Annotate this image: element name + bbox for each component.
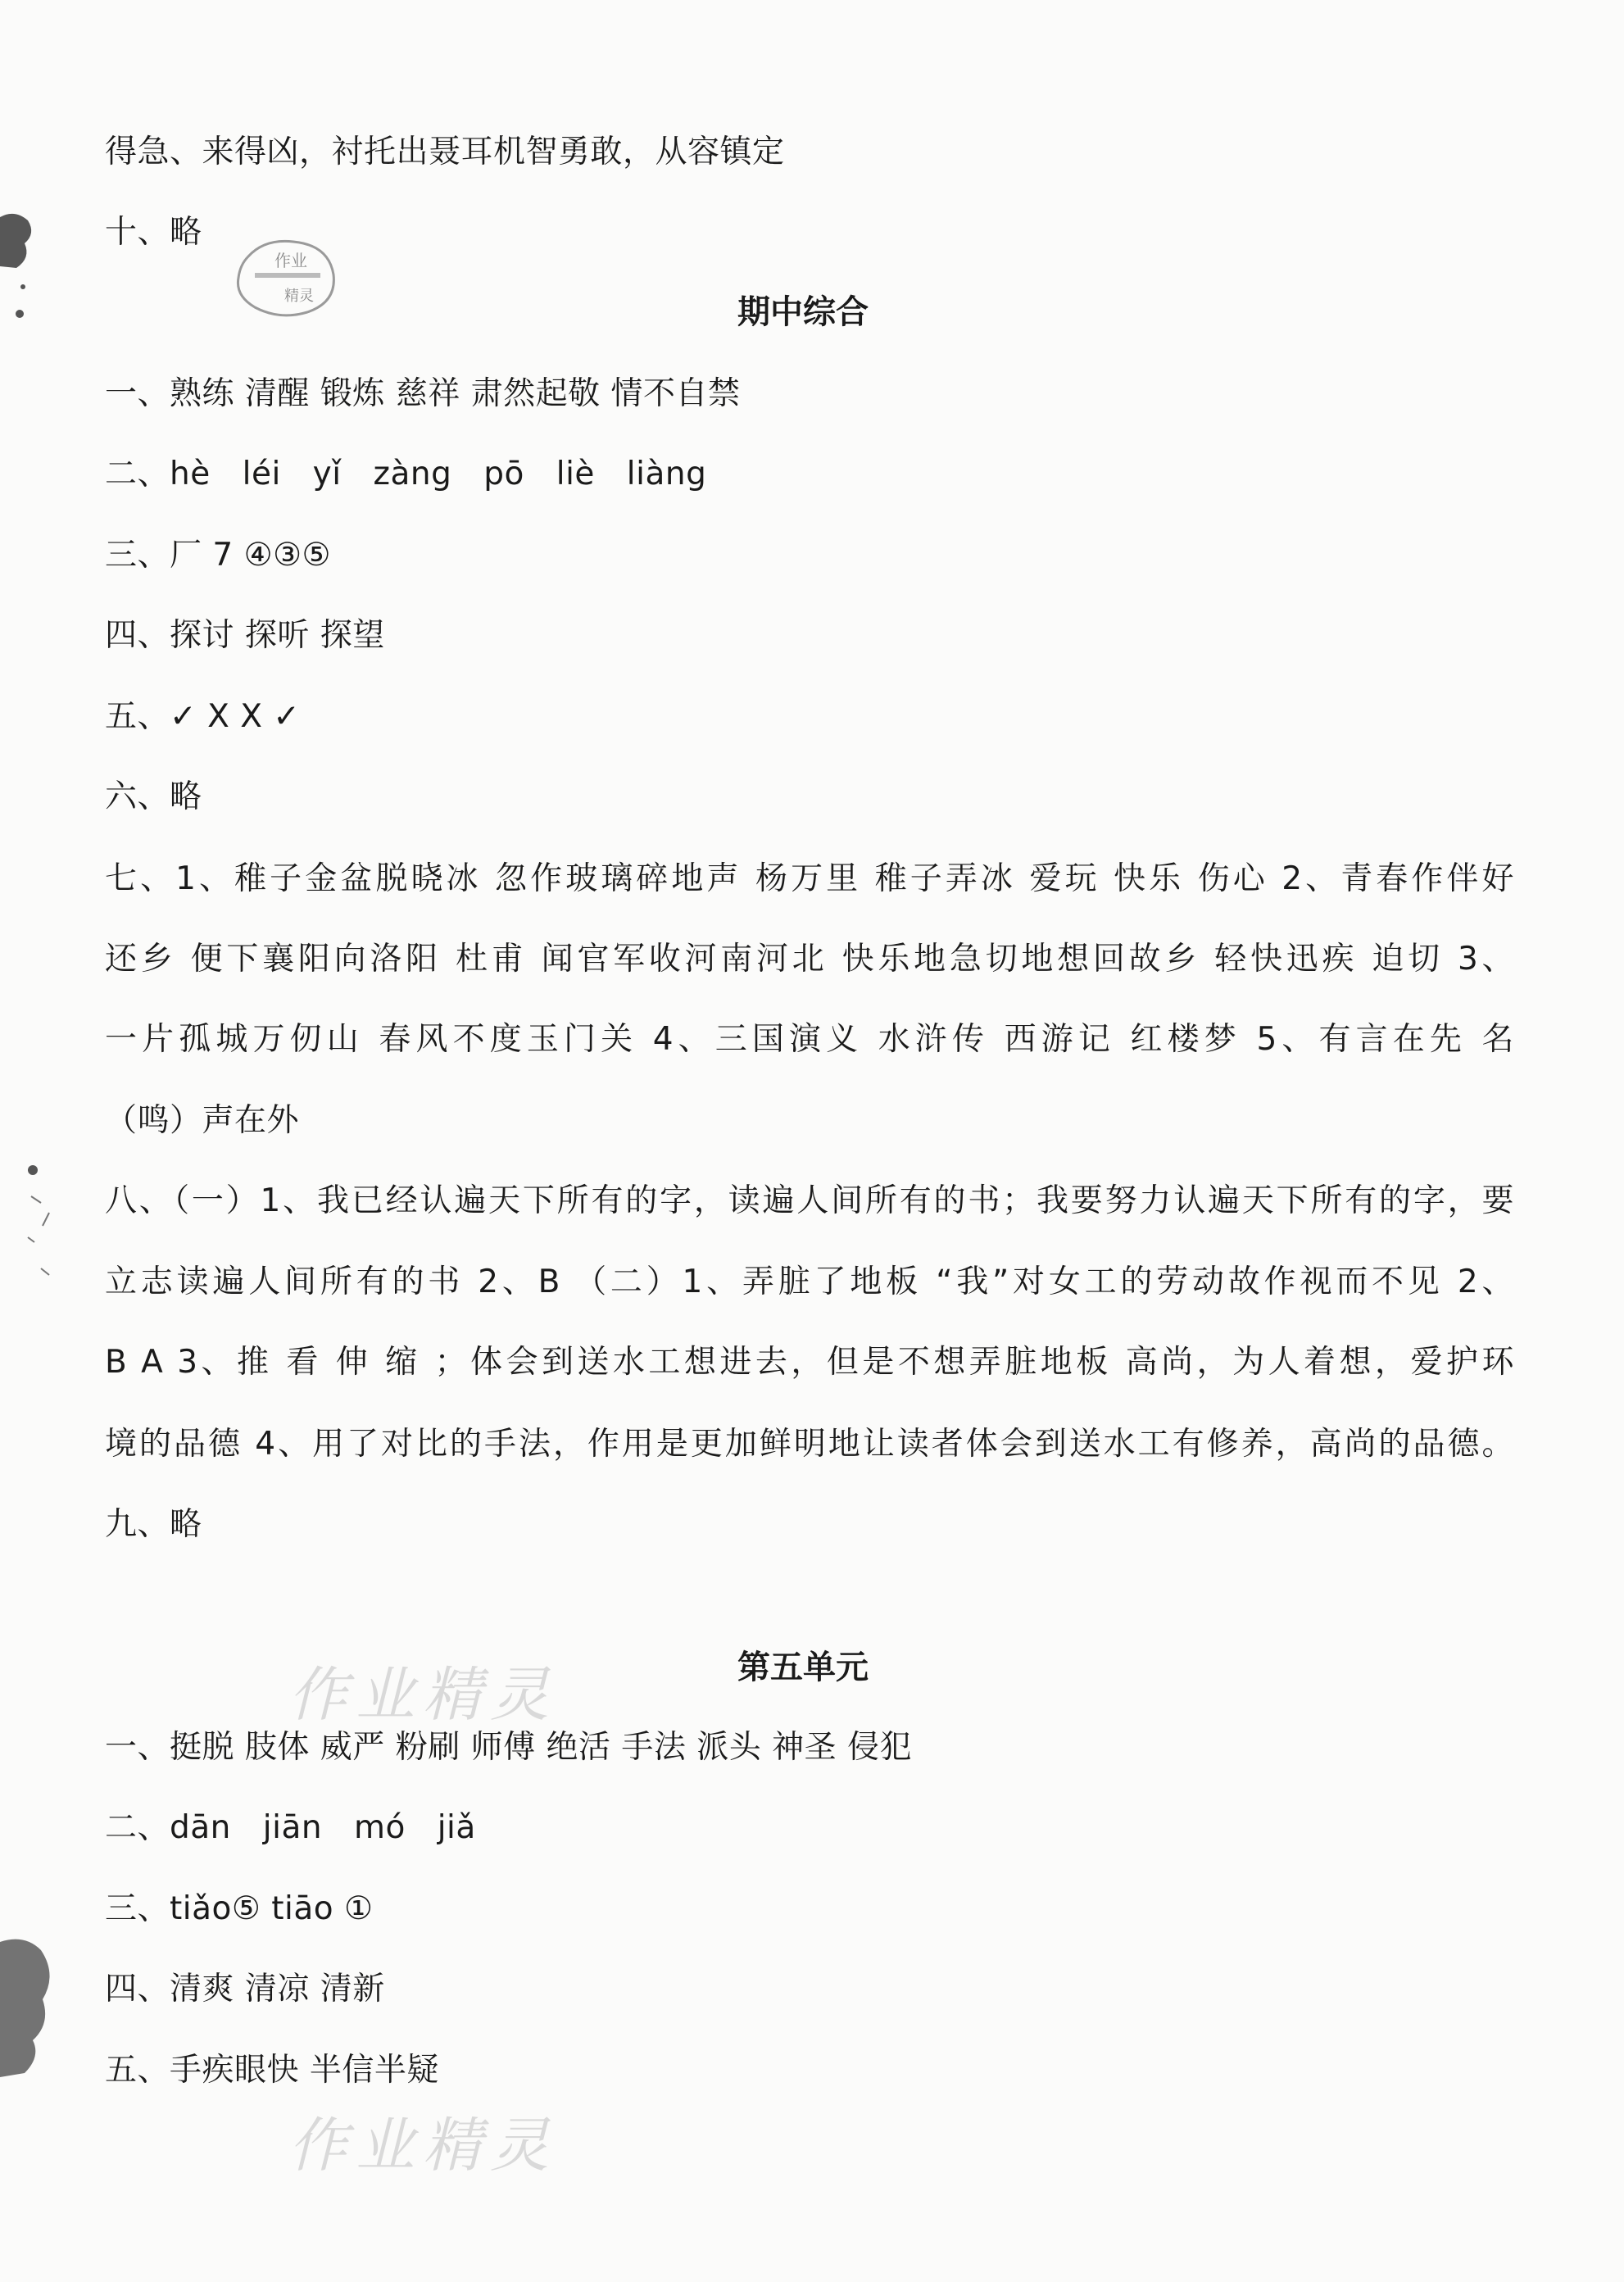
answer-line: 四、清爽 清凉 清新 — [105, 1971, 385, 2008]
stamp-title: 作业 — [274, 251, 307, 270]
answer-line: 五、✓ X X ✓ — [105, 698, 301, 735]
answer-line: 一片孤城万仞山 春风不度玉门关 4、三国演义 水浒传 西游记 红楼梦 5、有言在先 名 — [105, 1021, 1514, 1058]
answer-line: 四、探讨 探听 探望 — [105, 617, 385, 654]
answer-line: 一、挺脱 肢体 威严 粉刷 师傅 绝活 手法 派头 神圣 侵犯 — [105, 1729, 913, 1766]
answer-line: 立志读遍人间所有的书 2、B （二）1、弄脏了地板 “我”对女工的劳动故作视而不见 2、 — [105, 1263, 1514, 1300]
scan-edge-mark-1 — [0, 209, 39, 324]
answer-line: 三、厂 7 ④③⑤ — [105, 537, 331, 574]
stamp-caption: 精灵 — [284, 288, 314, 305]
section-title-unit5: 第五单元 — [737, 1649, 869, 1686]
answer-line: 九、略 — [105, 1506, 202, 1543]
answer-line: 七、1、稚子金盆脱晓冰 忽作玻璃碎地声 杨万里 稚子弄冰 爱玩 快乐 伤心 2、青春作伴好 — [105, 860, 1514, 897]
answer-line: 八、（一）1、我已经认遍天下所有的字，读遍人间所有的书；我要努力认遍天下所有的字，要 — [105, 1182, 1514, 1219]
answer-line: 得急、来得凶，衬托出聂耳机智勇敢，从容镇定 — [105, 134, 785, 170]
answer-line: （鸣）声在外 — [105, 1102, 300, 1139]
scan-edge-mark-3 — [0, 1917, 66, 2081]
answer-line: 六、略 — [105, 778, 202, 815]
section-title-midterm: 期中综合 — [737, 293, 869, 331]
scan-edge-mark-2 — [16, 1164, 66, 1278]
watermark-2: 作业精灵 — [288, 2111, 558, 2180]
answer-line: 五、手疾眼快 半信半疑 — [105, 2052, 439, 2089]
answer-line: 二、dān jiān mó jiǎ — [105, 1809, 476, 1846]
answer-line: 三、tiǎo⑤ tiāo ① — [105, 1890, 374, 1927]
answer-line: B A 3、推 看 伸 缩 ；体会到送水工想进去，但是不想弄脏地板 高尚，为人着想，爱护环 — [105, 1344, 1514, 1381]
answer-line: 二、hè léi yǐ zàng pō liè liàng — [105, 456, 707, 492]
answer-line: 还乡 便下襄阳向洛阳 杜甫 闻官军收河南河北 快乐地急切地想回故乡 轻快迅疾 迫切 3、 — [105, 941, 1514, 978]
watermark-1: 作业精灵 — [288, 1660, 558, 1729]
answer-line: 十、略 — [105, 214, 202, 251]
answer-line: 境的品德 4、用了对比的手法，作用是更加鲜明地让读者体会到送水工有修养，高尚的品德。 — [105, 1426, 1514, 1463]
answer-line: 一、熟练 清醒 锻炼 慈祥 肃然起敬 情不自禁 — [105, 375, 741, 412]
